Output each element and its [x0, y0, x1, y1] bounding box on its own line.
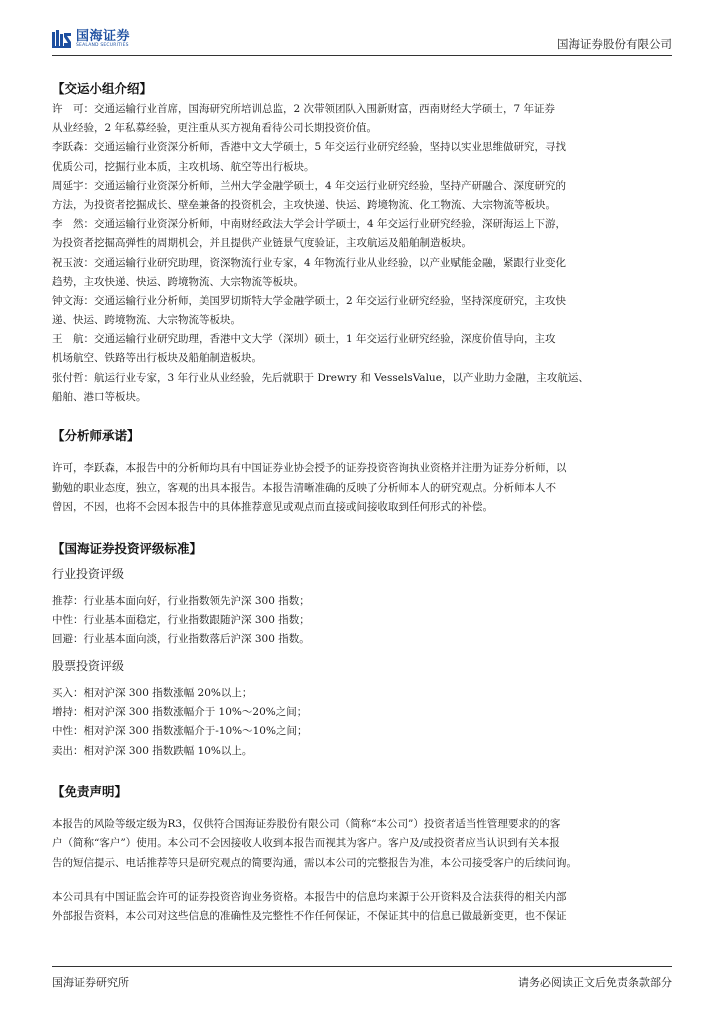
commitment-line: 勤勉的职业态度，独立，客观的出具本报告。本报告清晰准确的反映了分析师本人的研究观点。分析师本人不	[52, 481, 556, 494]
disclaimer-section	[52, 781, 672, 927]
industry-rating-line: 中性：行业基本面稳定，行业指数跟随沪深 300 指数；	[52, 614, 310, 627]
team-section	[52, 78, 672, 407]
industry-rating-title: 行业投资评级	[52, 566, 125, 581]
rating-section	[52, 538, 672, 761]
commitment-line: 曾因，不因，也将不会因本报告中的具体推荐意见或观点而直接或间接收取到任何形式的补偿。	[52, 501, 493, 514]
footer-divider	[52, 966, 672, 967]
stock-rating-line: 买入：相对沪深 300 指数涨幅 20%以上；	[52, 686, 253, 699]
disclaimer-title: 【免责声明】	[52, 783, 128, 799]
team-lines	[52, 100, 672, 407]
commitment-line: 许可，李跃森，本报告中的分析师均具有中国证券业协会授予的证券投资咨询执业资格并注册为证券分析师，以	[52, 462, 567, 474]
team-line: 方法，为投资者挖掘成长、壁垒兼备的投资机会，主攻快递、快运、跨境物流、化工物流、大宗物流等板块。	[52, 198, 556, 211]
industry-rating-line: 推荐：行业基本面向好，行业指数领先沪深 300 指数；	[52, 594, 310, 607]
disclaimer-line: 本公司具有中国证监会许可的证券投资咨询业务资格。本报告中的信息均来源于公开资料及合法获得的相关内部	[52, 890, 567, 903]
team-line: 机场航空、铁路等出行板块及船舶制造板块。	[52, 352, 262, 365]
team-line: 张付哲：航运行业专家，3 年行业从业经验，先后就职于 Drewry 和 VesselsValue，以产业助力金融，主攻航运、	[52, 371, 589, 384]
company-logo	[52, 30, 130, 49]
team-line: 王 航：交通运输行业研究助理，香港中文大学（深圳）硕士，1 年交运行业研究经验，深度价值导向，主攻	[52, 333, 556, 346]
disclaimer-line: 外部报告资料，本公司对这些信息的准确性及完整性不作任何保证，不保证其中的信息已做最新变更，也不保证	[52, 910, 567, 923]
team-line: 祝玉波：交通运输行业研究助理，资深物流行业专家，4 年物流行业从业经验，以产业赋能金融，紧跟行业变化	[52, 256, 567, 269]
stock-rating-line: 卖出：相对沪深 300 指数跌幅 10%以上。	[52, 744, 253, 757]
company-name: 国海证券股份有限公司	[557, 37, 672, 51]
team-title: 【交运小组介绍】	[52, 81, 153, 96]
team-line: 李跃森：交通运输行业资深分析师，香港中文大学硕士，5 年交运行业研究经验，坚持以实业思维做研究，寻找	[52, 141, 567, 154]
footer-notice: 请务必阅读正文后免责条款部分	[518, 976, 672, 989]
stock-rating-title: 股票投资评级	[52, 658, 125, 673]
header-divider	[52, 55, 672, 56]
team-line: 为投资者挖掘高弹性的周期机会，并且提供产业链景气度验证，主攻航运及船舶制造板块。	[52, 237, 472, 250]
commitment-section	[52, 425, 672, 518]
team-line: 优质公司，挖掘行业本质，主攻机场、航空等出行板块。	[52, 160, 315, 173]
logo-cn-text: 国海证券	[76, 29, 131, 44]
team-line: 周延宇：交通运输行业资深分析师，兰州大学金融学硕士，4 年交运行业研究经验，坚持产研融合、深度研究的	[52, 179, 567, 192]
footer-institute: 国海证券研究所	[52, 976, 129, 989]
stock-rating-line: 增持：相对沪深 300 指数涨幅介于 10%～20%之间；	[52, 705, 308, 718]
team-line: 钟文海：交通运输行业分析师，美国罗切斯特大学金融学硕士，2 年交运行业研究经验，坚持深度研究，主攻快	[52, 294, 567, 307]
team-line: 许 可：交通运输行业首席，国海研究所培训总监，2 次带领团队入围新财富，西南财经大学硕士，7 年证券	[52, 103, 556, 115]
page-header	[52, 28, 672, 52]
disclaimer-line: 本报告的风险等级定级为R3，仅供符合国海证券股份有限公司（简称“本公司”）投资者适当性管理要求的的客	[52, 817, 561, 830]
team-line: 从业经验，2 年私募经验，更注重从买方视角看待公司长期投资价值。	[52, 122, 378, 135]
rating-title: 【国海证券投资评级标准】	[52, 540, 203, 556]
sealand-logo-icon	[52, 30, 72, 48]
commitment-title: 【分析师承诺】	[52, 428, 140, 443]
stock-rating-line: 中性：相对沪深 300 指数涨幅介于-10%～10%之间；	[52, 725, 308, 738]
report-content	[52, 78, 672, 927]
disclaimer-line: 户（简称“客户”）使用。本公司不会因接收人收到本报告而视其为客户。客户及/或投资者应当认识到有关本报	[52, 837, 560, 850]
disclaimer-line: 告的短信提示、电话推荐等只是研究观点的简要沟通，需以本公司的完整报告为准，本公司接受客户的后续问询。	[52, 857, 577, 870]
team-line: 船舶、港口等板块。	[52, 390, 147, 403]
logo-en-text: SEALAND SECURITIES	[76, 43, 129, 48]
team-line: 李 然：交通运输行业资深分析师，中南财经政法大学会计学硕士，4 年交运行业研究经验，深研海运上下游，	[52, 218, 567, 231]
industry-rating-line: 回避：行业基本面向淡，行业指数落后沪深 300 指数。	[52, 633, 310, 646]
team-line: 趋势，主攻快递、快运、跨境物流、大宗物流等板块。	[52, 275, 304, 288]
team-line: 递、快运、跨境物流、大宗物流等板块。	[52, 314, 241, 327]
